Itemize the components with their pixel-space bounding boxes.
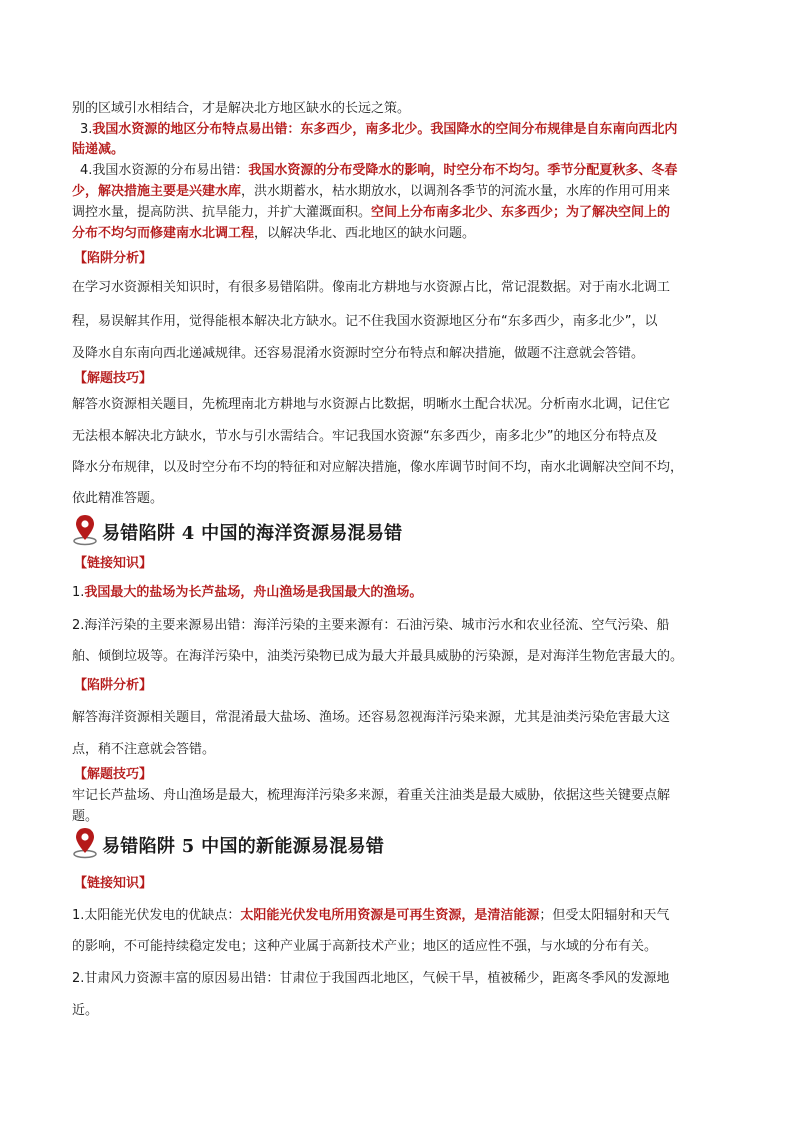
item-text: ，以解决华北、西北地区的缺水问题。 — [254, 226, 476, 241]
paragraph-line — [72, 222, 732, 241]
section-title: 易错陷阱 4 中国的海洋资源易混易错 — [102, 523, 403, 544]
trap-analysis-heading: 【陷阱分析】 — [74, 251, 153, 266]
section-heading-4 — [72, 513, 732, 549]
paragraph-line — [72, 180, 732, 199]
list-number: 3. — [80, 122, 93, 137]
paragraph-line: 2.海洋污染的主要来源易出错：海洋污染的主要来源有：石油污染、城市污水和农业径流、空气污染、船 — [72, 618, 670, 633]
paragraph-line: 牢记长芦盐场、舟山渔场是最大，梳理海洋污染多来源，着重关注油类是最大威胁，依据这些关键要点解 — [72, 788, 671, 803]
paragraph-line: 无法根本解决北方缺水，节水与引水需结合。牢记我国水资源“东多西少，南多北少”的地区分布特点及 — [72, 429, 658, 444]
item-text: 我国水资源的分布易出错： — [92, 163, 249, 178]
list-item-3 — [80, 118, 740, 137]
paragraph-line: 在学习水资源相关知识时，有很多易错陷阱。像南北方耕地与水资源占比，常记混数据。对于南水北调工 — [72, 280, 671, 295]
highlight-text: 陆递减。 — [72, 142, 125, 157]
paragraph-line: 近。 — [72, 1003, 99, 1018]
list-number: 1. — [72, 585, 85, 600]
linked-knowledge-heading: 【链接知识】 — [74, 556, 153, 571]
map-pin-icon — [72, 826, 102, 860]
list-item-1 — [72, 581, 732, 600]
highlight-text: 我国最大的盐场为长芦盐场，舟山渔场是我国最大的渔场。 — [84, 585, 423, 600]
highlight-text: 我国水资源的地区分布特点易出错：东多西少，南多北少。我国降水的空间分布规律是自东南向西北内 — [92, 122, 678, 137]
solving-tips-heading: 【解题技巧】 — [74, 767, 153, 782]
paragraph-line: 点，稍不注意就会答错。 — [72, 742, 216, 757]
item-text: ，洪水期蓄水，枯水期放水，以调剂各季节的河流水量，水库的作用可用来 — [241, 184, 671, 199]
highlight-text: 我国水资源的分布受降水的影响，时空分布不均匀。季节分配夏秋多、冬春 — [248, 163, 678, 178]
highlight-text: 空间上分布南多北少、东多西少；为了解决空间上的 — [371, 205, 671, 220]
list-number: 4. — [80, 163, 93, 178]
item-text: 1.太阳能光伏发电的优缺点： — [72, 908, 241, 923]
linked-knowledge-heading: 【链接知识】 — [74, 876, 153, 891]
paragraph-line: 别的区域引水相结合，才是解决北方地区缺水的长远之策。 — [72, 101, 411, 116]
map-pin-icon — [72, 513, 102, 547]
trap-analysis-heading: 【陷阱分析】 — [74, 678, 153, 693]
paragraph-line: 依此精准答题。 — [72, 491, 164, 506]
paragraph-line: 2.甘肃风力资源丰富的原因易出错：甘肃位于我国西北地区，气候干旱，植被稀少，距离冬季风的发源地 — [72, 971, 670, 986]
section-title: 易错陷阱 5 中国的新能源易混易错 — [102, 836, 385, 857]
list-item-1 — [72, 904, 732, 923]
paragraph-line: 降水分布规律，以及时空分布不均的特征和对应解决措施，像水库调节时间不均，南水北调解决空间不均， — [72, 460, 684, 475]
section-heading-5 — [72, 826, 732, 862]
paragraph-line: 舶、倾倒垃圾等。在海洋污染中，油类污染物已成为最大并最具威胁的污染源，是对海洋生物危害最大的。 — [72, 649, 684, 664]
highlight-text: 分布不均匀而修建南水北调工程 — [72, 226, 255, 241]
list-item-4 — [80, 159, 740, 178]
paragraph-line: 解答海洋资源相关题目，常混淆最大盐场、渔场。还容易忽视海洋污染来源，尤其是油类污染危害最大这 — [72, 710, 671, 725]
paragraph-line: 的影响，不可能持续稳定发电；这种产业属于高新技术产业；地区的适应性不强，与水域的分布有关。 — [72, 939, 658, 954]
highlight-text: 太阳能光伏发电所用资源是可再生资源，是清洁能源 — [240, 908, 540, 923]
highlight-text: 少，解决措施主要是兴建水库 — [72, 184, 242, 199]
solving-tips-heading: 【解题技巧】 — [74, 371, 153, 386]
paragraph-line — [72, 201, 732, 220]
paragraph-line: 程，易误解其作用，觉得能根本解决北方缺水。记不住我国水资源地区分布“东多西少，南多北少”，以 — [72, 314, 658, 329]
item-text: ；但受太阳辐射和天气 — [539, 908, 670, 923]
paragraph-line: 题。 — [72, 809, 99, 824]
paragraph-line: 及降水自东南向西北递减规律。还容易混淆水资源时空分布特点和解决措施，做题不注意就会答错。 — [72, 346, 645, 361]
paragraph-line: 解答水资源相关题目，先梳理南北方耕地与水资源占比数据，明晰水土配合状况。分析南水北调，记住它 — [72, 397, 671, 412]
item-text: 调控水量，提高防洪、抗旱能力，并扩大灌溉面积。 — [72, 205, 372, 220]
